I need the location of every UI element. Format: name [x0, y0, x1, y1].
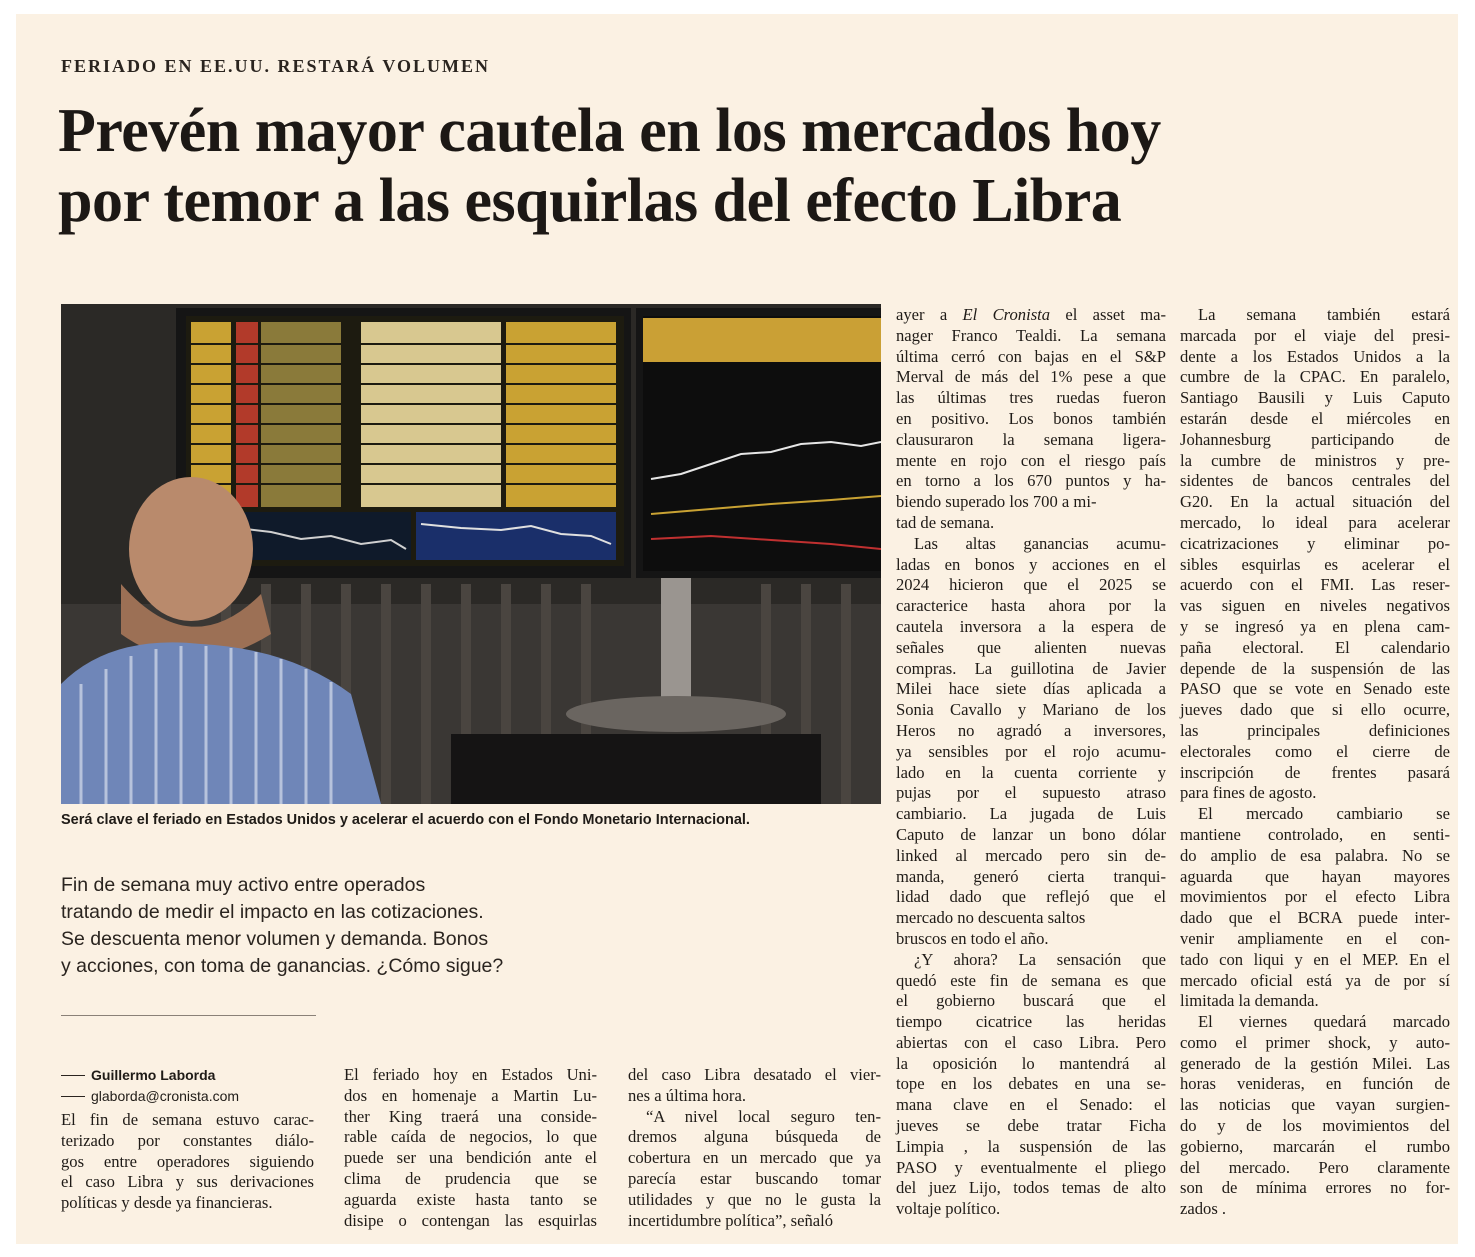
- body-line: paña electoral. El calendario: [1180, 637, 1450, 657]
- body-line: PASO y eventualmente el pliego: [896, 1157, 1166, 1177]
- body-line: El feriado hoy en Estados Uni-: [344, 1065, 597, 1084]
- body-line: tad de semana.: [896, 512, 995, 532]
- author-name: Guillermo Laborda: [91, 1067, 216, 1083]
- summary-line: y acciones, con toma de ganancias. ¿Cómo sigue?: [61, 955, 504, 977]
- body-line: Merval de más del 1% pese a que: [896, 367, 1166, 387]
- body-line: cobertura en un mercado que ya: [628, 1148, 881, 1168]
- body-line: dremos alguna búsqueda de: [628, 1127, 881, 1147]
- body-line: abiertas con el caso Libra. Pero: [896, 1032, 1166, 1052]
- body-line: terizado por constantes diálo-: [61, 1130, 314, 1150]
- trader-monitors-photo: [61, 304, 881, 804]
- body-line: del caso Libra desatado el vier-: [628, 1065, 881, 1084]
- body-line: puede ser una bendición ante el: [344, 1148, 597, 1168]
- body-line: parecía estar buscando tomar: [628, 1168, 881, 1188]
- body-line: ayer a El Cronista el asset ma-: [896, 305, 1166, 324]
- body-line: dos en homenaje a Martin Lu-: [344, 1085, 597, 1105]
- body-line: Heros no agradó a inversores,: [896, 720, 1166, 740]
- body-line: tope en los debates en una se-: [896, 1074, 1166, 1094]
- body-line: cautela inversora a la espera de: [896, 616, 1166, 636]
- body-column-4: [896, 305, 1166, 1220]
- body-line: la oposición lo mantendrá al: [896, 1053, 1166, 1073]
- headline-line-2: por temor a las esquirlas del efecto Libra: [58, 167, 1122, 235]
- body-line: las principales definiciones: [1180, 720, 1450, 740]
- body-line: el gobierno buscará que el: [896, 991, 1166, 1011]
- body-line: acuerdo con el FMI. Las reser-: [1180, 575, 1450, 595]
- divider: [61, 1015, 316, 1016]
- body-line: rable caída de negocios, lo que: [344, 1127, 597, 1147]
- body-line: pujas por el supuesto atraso: [896, 783, 1166, 803]
- body-line: compras. La guillotina de Javier: [896, 658, 1166, 678]
- body-line: bruscos en todo el año.: [896, 928, 1049, 948]
- body-line: dente a los Estados Unidos a la: [1180, 346, 1450, 366]
- body-line: inscripción de frentes pasará: [1180, 762, 1450, 782]
- body-line: cumbre de la CPAC. En paralelo,: [1180, 367, 1450, 387]
- body-line: El viernes quedará marcado: [1198, 1012, 1450, 1032]
- body-line: limitada la demanda.: [1180, 991, 1319, 1011]
- body-line: jueves dado que si ello ocurre,: [1180, 700, 1450, 720]
- body-line: para fines de agosto.: [1180, 783, 1317, 803]
- body-line: depende de la suspensión de las: [1180, 658, 1450, 678]
- body-line: linked al mercado pero sin de-: [896, 845, 1166, 865]
- body-line: mantiene controlado, en senti-: [1180, 824, 1450, 844]
- body-line: generado de la gestión Milei. Las: [1180, 1053, 1450, 1073]
- body-line: 2024 hicieron que el 2025 se: [896, 575, 1166, 595]
- summary-line: Fin de semana muy activo entre operados: [61, 874, 426, 896]
- kicker: FERIADO EN EE.UU. RESTARÁ VOLUMEN: [61, 56, 491, 76]
- body-line: horas venideras, en función de: [1180, 1074, 1450, 1094]
- headline-line-1: Prevén mayor cautela en los mercados hoy: [58, 97, 1161, 165]
- body-line: G20. En la actual situación del: [1180, 492, 1450, 512]
- summary: [61, 872, 561, 980]
- body-line: ladas en bonos y acciones en el: [896, 554, 1166, 574]
- body-line: en positivo. Los bonos también: [896, 408, 1166, 428]
- body-line: sidentes de bancos centrales del: [1180, 471, 1450, 491]
- byline: [61, 1065, 239, 1107]
- body-line: mente en rojo con el riesgo país: [896, 450, 1166, 470]
- body-line: en torno a los 670 puntos y ha-: [896, 471, 1166, 491]
- body-line: del mercado. Pero claramente: [1180, 1157, 1450, 1177]
- body-line: venir ampliamente en el con-: [1180, 928, 1450, 948]
- body-line: jueves se debe tratar Ficha: [896, 1116, 1166, 1136]
- headline: [58, 96, 1438, 236]
- body-line: zados .: [1180, 1199, 1227, 1219]
- body-line: movimientos por el efecto Libra: [1180, 887, 1450, 907]
- body-line: clausuraron la semana ligera-: [896, 429, 1166, 449]
- body-line: Santiago Bausili y Luis Caputo: [1180, 388, 1450, 408]
- body-column-2: [344, 1065, 597, 1231]
- summary-line: Se descuenta menor volumen y demanda. Bonos: [61, 928, 489, 950]
- body-line: marcada por el viaje del presi-: [1180, 325, 1450, 345]
- body-line: dado que el BCRA puede inter-: [1180, 908, 1450, 928]
- body-line: la cumbre de ministros y pre-: [1180, 450, 1450, 470]
- body-column-1: [61, 1110, 314, 1214]
- body-line: aguarda que hayan mayores: [1180, 866, 1450, 886]
- body-line: El fin de semana estuvo carac-: [61, 1110, 314, 1129]
- body-line: Las altas ganancias acumu-: [914, 533, 1166, 553]
- author-email[interactable]: glaborda@cronista.com: [91, 1088, 240, 1104]
- body-line: caracterice hasta ahora por la: [896, 596, 1166, 616]
- body-line: tiempo cicatrice las heridas: [896, 1012, 1166, 1032]
- body-column-5: [1180, 305, 1450, 1220]
- body-line: y se ingresó ya en plena cam-: [1180, 616, 1450, 636]
- body-line: disipe o contengan las esquirlas: [344, 1210, 597, 1230]
- body-column-3: [628, 1065, 881, 1231]
- body-line: son de mínima errores no for-: [1180, 1178, 1450, 1198]
- body-line: El mercado cambiario se: [1198, 804, 1450, 824]
- body-line: mercado oficial está ya de por sí: [1180, 970, 1450, 990]
- body-line: do amplio de esa palabra. No se: [1180, 845, 1450, 865]
- body-line: mercado, lo ideal para acelerar: [1180, 512, 1450, 532]
- body-line: utilidades y que no le gusta la: [628, 1189, 881, 1209]
- body-line: señales que alienten nuevas: [896, 637, 1166, 657]
- body-line: el caso Libra y sus derivaciones: [61, 1172, 314, 1192]
- body-line: voltaje político.: [896, 1199, 1001, 1219]
- body-line: última cerró con bajas en el S&P: [896, 346, 1166, 366]
- body-line: Limpia , la suspensión de las: [896, 1136, 1166, 1156]
- body-line: políticas y desde ya financieras.: [61, 1193, 273, 1213]
- body-line: lado en la cuenta corriente y: [896, 762, 1166, 782]
- body-line: lidad dado que reflejó que el: [896, 887, 1166, 907]
- body-line: mana clave en el Senado: el: [896, 1095, 1166, 1115]
- body-line: clima de prudencia que se: [344, 1168, 597, 1188]
- body-line: cicatrizaciones y eliminar po-: [1180, 533, 1450, 553]
- newspaper-page: [16, 14, 1458, 1244]
- summary-line: tratando de medir el impacto en las cotizaciones.: [61, 901, 484, 923]
- body-line: mercado no descuenta saltos: [896, 908, 1086, 928]
- body-line: “A nivel local seguro ten-: [646, 1106, 881, 1126]
- body-line: incertidumbre política”, señaló: [628, 1210, 834, 1230]
- body-line: electorales como el cierre de: [1180, 741, 1450, 761]
- body-line: gos entre operadores siguiendo: [61, 1151, 314, 1171]
- body-line: Johannesburg participando de: [1180, 429, 1450, 449]
- body-line: Caputo de lanzar un bono dólar: [896, 824, 1166, 844]
- body-line: aguarda existe hasta tanto se: [344, 1189, 597, 1209]
- body-line: vas siguen en niveles negativos: [1180, 596, 1450, 616]
- body-line: cambiario. La jugada de Luis: [896, 804, 1166, 824]
- body-line: nes a última hora.: [628, 1085, 746, 1105]
- body-line: las noticias que vayan surgien-: [1180, 1095, 1450, 1115]
- body-line: biendo superado los 700 a mi-: [896, 492, 1097, 512]
- body-line: do y de los movimientos del: [1180, 1116, 1450, 1136]
- body-line: sibles esquirlas es acelerar el: [1180, 554, 1450, 574]
- body-line: PASO que se vote en Senado este: [1180, 679, 1450, 699]
- body-line: como el primer shock, y auto-: [1180, 1032, 1450, 1052]
- body-line: La semana también estará: [1198, 305, 1450, 324]
- body-line: Sonia Cavallo y Mariano de los: [896, 700, 1166, 720]
- body-line: Milei hace siete días aplicada a: [896, 679, 1166, 699]
- body-line: estarán desde el miércoles en: [1180, 408, 1450, 428]
- body-line: tado con liqui y en el MEP. En el: [1180, 949, 1450, 969]
- body-line: las últimas tres ruedas fueron: [896, 388, 1166, 408]
- body-line: quedó este fin de semana es que: [896, 970, 1166, 990]
- body-line: ¿Y ahora? La sensación que: [914, 949, 1166, 969]
- body-line: manda, generó cierta tranqui-: [896, 866, 1166, 886]
- body-line: del juez Lijo, todos temas de alto: [896, 1178, 1166, 1198]
- body-line: ya sensibles por el rojo acumu-: [896, 741, 1166, 761]
- body-line: ther King traerá una conside-: [344, 1106, 597, 1126]
- photo-caption: Será clave el feriado en Estados Unidos y acelerar el acuerdo con el Fondo Monetario Internacional.: [61, 812, 750, 828]
- body-line: gobierno, marcarán el rumbo: [1180, 1136, 1450, 1156]
- publication-name: El Cronista: [962, 305, 1051, 324]
- body-line: nager Franco Tealdi. La semana: [896, 325, 1166, 345]
